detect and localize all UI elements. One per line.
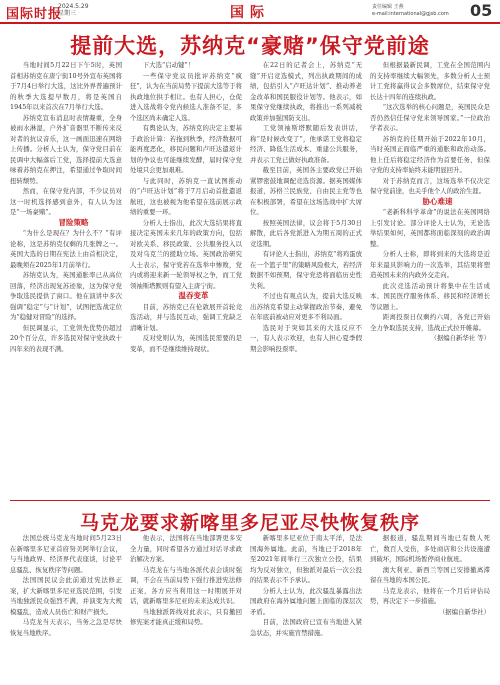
paragraph: 当地时间5月22日下午5时，英国首相苏纳克在唐宁街10号外宣布英国将于7月4日举行大选，这比外界普遍预计的秋季大选提早数月，将是英国自1945年以来首次在7月举行大选。 [10, 61, 122, 111]
editor-contact [372, 4, 449, 18]
paragraph: 马克龙表示，他将在一个月后评估局势，再决定下一步措施。 [370, 586, 490, 605]
paragraph: 分析人士称，即将到来的大选将是近年来最具影响力的一次选举，其结果将塑造英国未来的内政外交走向。 [370, 250, 490, 279]
paragraph: 有舆论认为，苏纳克的决定主要基于政治计算：若拖到秋季，经济数据可能再度恶化，移民问题和卢旺达遣返计划的争议也可能继续发酵，届时保守党处境只会更加艰难。 [130, 124, 242, 174]
paragraph: “为什么是现在？为什么不？”有评论称，这是苏纳克仅剩的几张牌之一。英国大选的日期在宪法上由首相决定，最晚须在2025年1月前举行。 [10, 229, 122, 269]
a1c2b-paragraphs [130, 302, 242, 355]
a1c4b-paragraphs [370, 207, 490, 333]
article1-headline: 提前大选，苏纳克“豪赌”保守党前途 [70, 34, 430, 58]
paragraph: 但根据最新民调，工党在全国范围内的支持率继续大幅领先，多数分析人士预计工党将赢得议会多数席位，结束保守党长达十四年的连续执政。 [370, 61, 490, 101]
paragraph: 一些保守党议员批评苏纳克“疯狂”，认为在当前局势下提前大选等于将执政地位拱手相让。也有人担心，仓促进入选战将令党内候选人准备不足，多个选区尚未确定人选。 [130, 71, 242, 122]
paragraph: 马克龙当天表示，当务之急是尽快恢复当地秩序。 [10, 618, 122, 637]
paragraph: 与此同时，苏纳克一直试图推动的“卢旺达计划”将于7月启动首批遣返航班，这也被视为他希望在选前展示政绩的重要一环。 [130, 176, 242, 216]
paragraph: 苏纳克认为，英国通胀率已从高位回落，经济出现复苏迹象，这为保守党争取选民提供了窗口。他在演讲中多次强调“稳定”与“计划”，试图把选战定位为“稳健对冒险”的选择。 [10, 271, 122, 321]
paragraph: 对于苏纳克而言，这场选举不仅决定保守党前途，也关乎他个人的政治生涯。 [370, 176, 490, 195]
paragraph: 分析人士指出，此次大选结果将直接决定英国未来几年的政策方向，包括对欧关系、移民政策、公共服务投入以及对乌克兰的援助立场。英国政治研究人士表示，保守党若在选举中惨败，党内或将迎来新一轮领导权之争，而工党领袖斯塔默则有望入主唐宁街。 [130, 218, 242, 290]
article2-column-4 [370, 533, 490, 681]
paragraph: 新喀里多尼亚位于南太平洋，是法国海外属地。此前，当地已于2018年至2021年间举行三次独立公投，结果均为反对独立，但独派对最后一次公投的结果表示不予承认。 [250, 534, 362, 584]
article2-headline: 马克龙要求新喀里多尼亚尽快恢复秩序 [79, 512, 420, 534]
subhead-2: 温吞变革 [178, 291, 209, 300]
paragraph: 此次竞选活动预计将集中在生活成本、国民医疗服务体系、移民和经济增长等议题上。 [370, 281, 490, 311]
masthead [0, 0, 500, 24]
paragraph: 据报道，骚乱期间当地已有数人死亡，数百人受伤，多处商店和公共设施遭到破坏，国际机场暂停商业航班。 [370, 534, 490, 563]
paragraph: 工党领袖斯塔默随后发表讲话，称“是时候改变了”，他承诺工党将稳定经济、降低生活成本、重建公共服务，并表示工党已做好执政准备。 [250, 124, 362, 164]
a1c2-paragraphs [130, 60, 242, 291]
article2-column-1 [10, 533, 122, 681]
paragraph: 目前，苏纳克已在伦敦展开首轮竞选活动，并与选民互动，强调工党缺乏清晰计划。 [130, 302, 242, 332]
date-text: 2024.5.29 [58, 3, 89, 10]
paragraph: “这次选举的核心问题是，英国民众是否仍然信任保守党来领导国家。”一位政治学者表示。 [370, 103, 490, 132]
paragraph: 苏纳克宣布消息时表情凝重，全身被雨水淋湿，户外扩音器里不断传来反对者的抗议音乐，这一画面迅速在网络上传播。分析人士认为，保守党目前在民调中大幅落后工党，选择提前大选意味着苏纳克在押注，希望通过争取时间扭转颓势。 [10, 113, 122, 185]
a2c3-paragraphs [250, 533, 362, 638]
paragraph: 苏纳克的任期开始于2022年10月，当时英国正面临严重的通胀和政治动荡。他上任后将稳定经济作为首要任务，但保守党的支持率始终未能明显回升。 [370, 134, 490, 174]
email-line: e-mail:international@gjsb.com [372, 11, 449, 17]
paragraph: 马克龙在与当地各派代表会谈时强调，不会在当前局势下强行推进宪法修正案，各方应当利用这一时期展开对话，就新喀里多尼亚的未来达成共识。 [130, 565, 242, 605]
paragraph: 距离投票日仅剩约六周，各党已开始全力争取选民支持，选战正式拉开帷幕。 [370, 313, 490, 332]
paragraph: 法国总统马克龙当地时间5月23日在新喀里多尼亚首府努美阿举行会议，与当地政界、经济界代表座谈，讨论平息骚乱、恢复秩序等问题。 [10, 534, 122, 574]
newspaper-logo: 国际时报 [6, 7, 63, 22]
paragraph: 下大选“启动键”！ [142, 61, 195, 69]
subhead-1: 冒险策略 [58, 217, 89, 227]
a2c2-paragraphs [130, 533, 242, 628]
paragraph: 分析人士认为，此次骚乱暴露出法国政府在海外属地问题上面临的深层次矛盾。 [250, 586, 362, 616]
article1-column-2 [130, 60, 242, 495]
paragraph: 不过也有观点认为，提前大选反映出苏纳克希望主动掌握政治节奏，避免在年底前被动应对更多不利局面。 [250, 292, 362, 321]
editor-line: 责任编辑 王燕 [372, 4, 404, 10]
paragraph: 法国国民议会此前通过宪法修正案，扩大新喀里多尼亚选民范围，引发当地独派民众强烈不满，并演变为大规模骚乱，造成人员伤亡和财产损失。 [10, 576, 122, 616]
a1c3-paragraphs [250, 60, 362, 354]
paragraph: 有评论人士指出，苏纳克“将鸡蛋放在一个篮子里”的策略风险极大，若经济数据不如预期，保守党恐将面临历史性失利。 [250, 250, 362, 290]
article2-byline: （据编自新华社） [438, 607, 490, 616]
weekday-text: 星期三 [58, 10, 77, 17]
paragraph: 截至目前，英国各主要政党已开始紧锣密鼓地调配竞选资源。据英国媒体报道，苏格兰民族党、自由民主党等也在积极部署，希望在这场选战中扩大席位。 [250, 166, 362, 216]
article1-column-4 [370, 60, 490, 495]
paragraph: 反对党则认为，英国选民需要的是变革，而不是继续维持现状。 [130, 334, 242, 353]
paragraph: 选民对于突如其来的大选反应不一，有人表示欢迎，也有人担心夏季假期会影响投票率。 [250, 323, 362, 353]
paragraph: 目前，法国政府已宣布当地进入紧急状态，并实施宵禁措施。 [250, 618, 362, 637]
article1-byline: （据编自新华社 等） [430, 334, 490, 342]
a1c4-paragraphs [370, 60, 490, 197]
article1-column-3 [250, 60, 362, 495]
article2-column-3 [250, 533, 362, 681]
paragraph: 然而，在保守党内部，不少议员对这一时机选择感到意外，有人认为这是“一场豪赌”。 [10, 187, 122, 216]
paragraph: 澳大利亚、新西兰等国已安排撤离滞留在当地的本国公民。 [370, 565, 490, 584]
paragraph: 在22日的记者会上，苏纳克“无缝”开启竞选模式，列出执政期间的成绩，包括引入“卢旺达计划”、推动养老金改革和国民服役计划等。他表示，如果保守党继续执政，将推出一系列减税政策并加强国防支出。 [250, 61, 362, 122]
a2c4-paragraphs [370, 533, 490, 607]
a1c1b-paragraphs [10, 228, 122, 354]
a1c1-paragraphs [10, 60, 122, 218]
article1-column-1 [10, 60, 122, 495]
subhead-3: 胁心难速 [422, 196, 453, 206]
paragraph: 但民调显示，工党领先优势仍超过20个百分点，许多选民对保守党执政十四年来的表现不满。 [10, 323, 122, 353]
article2-column-2 [130, 533, 242, 681]
page-number: 05 [470, 1, 493, 20]
paragraph: 当地独派阵线对此表示，只有撤回修宪案才能真正缓和局势。 [130, 607, 242, 626]
paragraph: 按照英国法律，议会将于5月30日解散，此后各党派进入为期五周的正式竞选期。 [250, 218, 362, 248]
a2c1-paragraphs [10, 533, 122, 638]
issue-date [58, 3, 89, 17]
paragraph: 他表示，法国将在当地部署更多安全力量，同时希望各方通过对话寻求政治解决方案。 [130, 534, 242, 563]
section-title: 国际 [230, 5, 270, 21]
article-divider [10, 500, 490, 501]
paragraph: “老新科科学革命”的说法在英国网络上引发讨论。部分评论人士认为，无论选举结果如何，英国都将面临深刻的政治调整。 [370, 208, 490, 248]
